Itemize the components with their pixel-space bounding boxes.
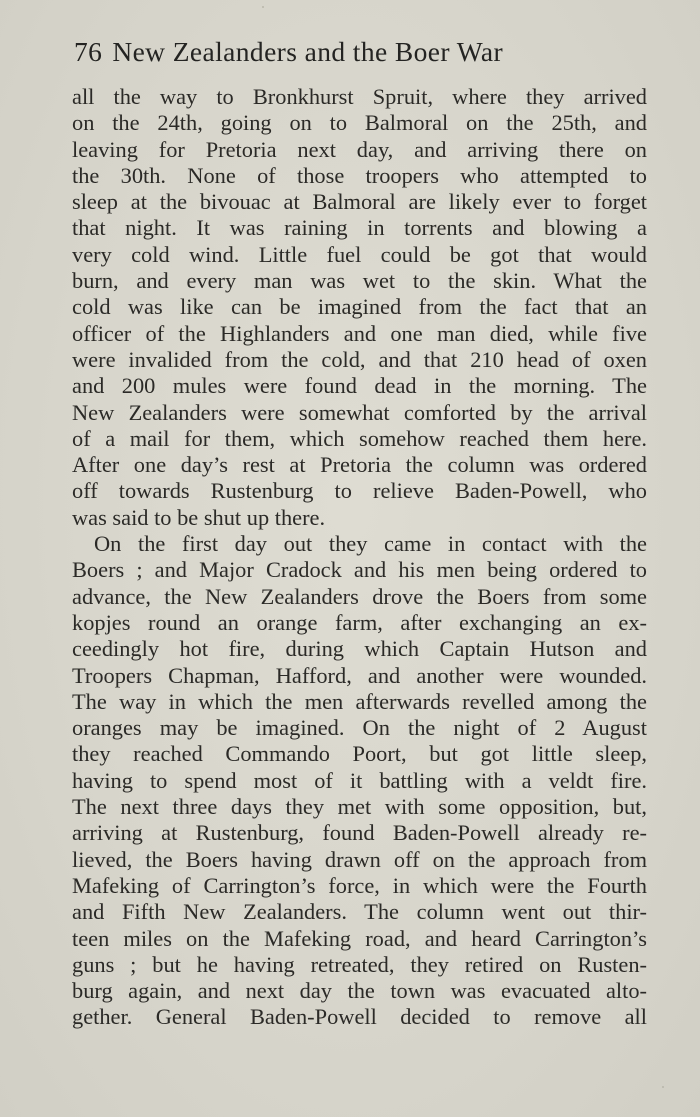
text-line: On the first day out they came in contact with the [94, 531, 647, 557]
text-line: advance, the New Zealanders drove the Boers from some [72, 583, 647, 609]
text-line: that night. It was raining in torrents and blowing a [72, 215, 647, 241]
text-line: all the way to Bronkhurst Spruit, where they arrived [72, 84, 647, 109]
text-line: lieved, the Boers having drawn off on the approach from [72, 846, 647, 872]
text-line: teen miles on the Mafeking road, and heard Carrington’s [72, 925, 647, 951]
paper-speck [662, 1086, 664, 1088]
text-line: arriving at Rustenburg, found Baden-Powell already re- [72, 820, 647, 846]
text-line: The way in which the men afterwards revelled among the [72, 688, 647, 714]
text-line: ceedingly hot fire, during which Captain Hutson and [72, 636, 647, 662]
text-line: was said to be shut up there. [72, 504, 326, 530]
text-line: they reached Commando Poort, but got little sleep, [72, 741, 647, 767]
text-line: burn, and every man was wet to the skin. What the [72, 268, 647, 294]
text-line: cold was like can be imagined from the fact that an [72, 294, 647, 320]
paper-speck [262, 6, 264, 8]
text-line: off towards Rustenburg to relieve Baden-Powell, who [72, 478, 647, 504]
text-line: having to spend most of it battling with a veldt fire. [72, 767, 647, 793]
text-line: and 200 mules were found dead in the morning. The [72, 373, 647, 399]
text-line: and Fifth New Zealanders. The column went out thir- [72, 899, 647, 925]
text-line: oranges may be imagined. On the night of 2 August [72, 715, 647, 741]
text-line: After one day’s rest at Pretoria the column was ordered [72, 452, 647, 478]
text-line: on the 24th, going on to Balmoral on the 25th, and [72, 110, 647, 136]
body-text [72, 84, 647, 1031]
text-line: of a mail for them, which somehow reached them here. [72, 425, 647, 451]
text-line: gether. General Baden-Powell decided to remove all [72, 1004, 647, 1030]
running-title: New Zealanders and the Boer War [112, 36, 504, 67]
text-line: leaving for Pretoria next day, and arriving there on [72, 136, 647, 162]
text-line: sleep at the bivouac at Balmoral are likely ever to forget [72, 189, 647, 215]
text-line: very cold wind. Little fuel could be got that would [72, 241, 647, 267]
text-line: were invalided from the cold, and that 210 head of oxen [72, 346, 647, 372]
text-line: guns ; but he having retreated, they retired on Rusten- [72, 951, 647, 977]
text-line: Mafeking of Carrington’s force, in which were the Fourth [72, 872, 647, 898]
text-line: kopjes round an orange farm, after exchanging an ex- [72, 609, 647, 635]
page-number: 76 [74, 36, 103, 67]
text-line: Troopers Chapman, Hafford, and another were wounded. [72, 662, 647, 688]
text-line: burg again, and next day the town was evacuated alto- [72, 978, 647, 1004]
text-line: The next three days they met with some opposition, but, [72, 794, 647, 820]
text-line: the 30th. None of those troopers who attempted to [72, 162, 647, 188]
running-header [74, 36, 634, 70]
text-line: officer of the Highlanders and one man died, while five [72, 320, 647, 346]
text-line: Boers ; and Major Cradock and his men being ordered to [72, 557, 647, 583]
text-line: New Zealanders were somewhat comforted by the arrival [72, 399, 647, 425]
